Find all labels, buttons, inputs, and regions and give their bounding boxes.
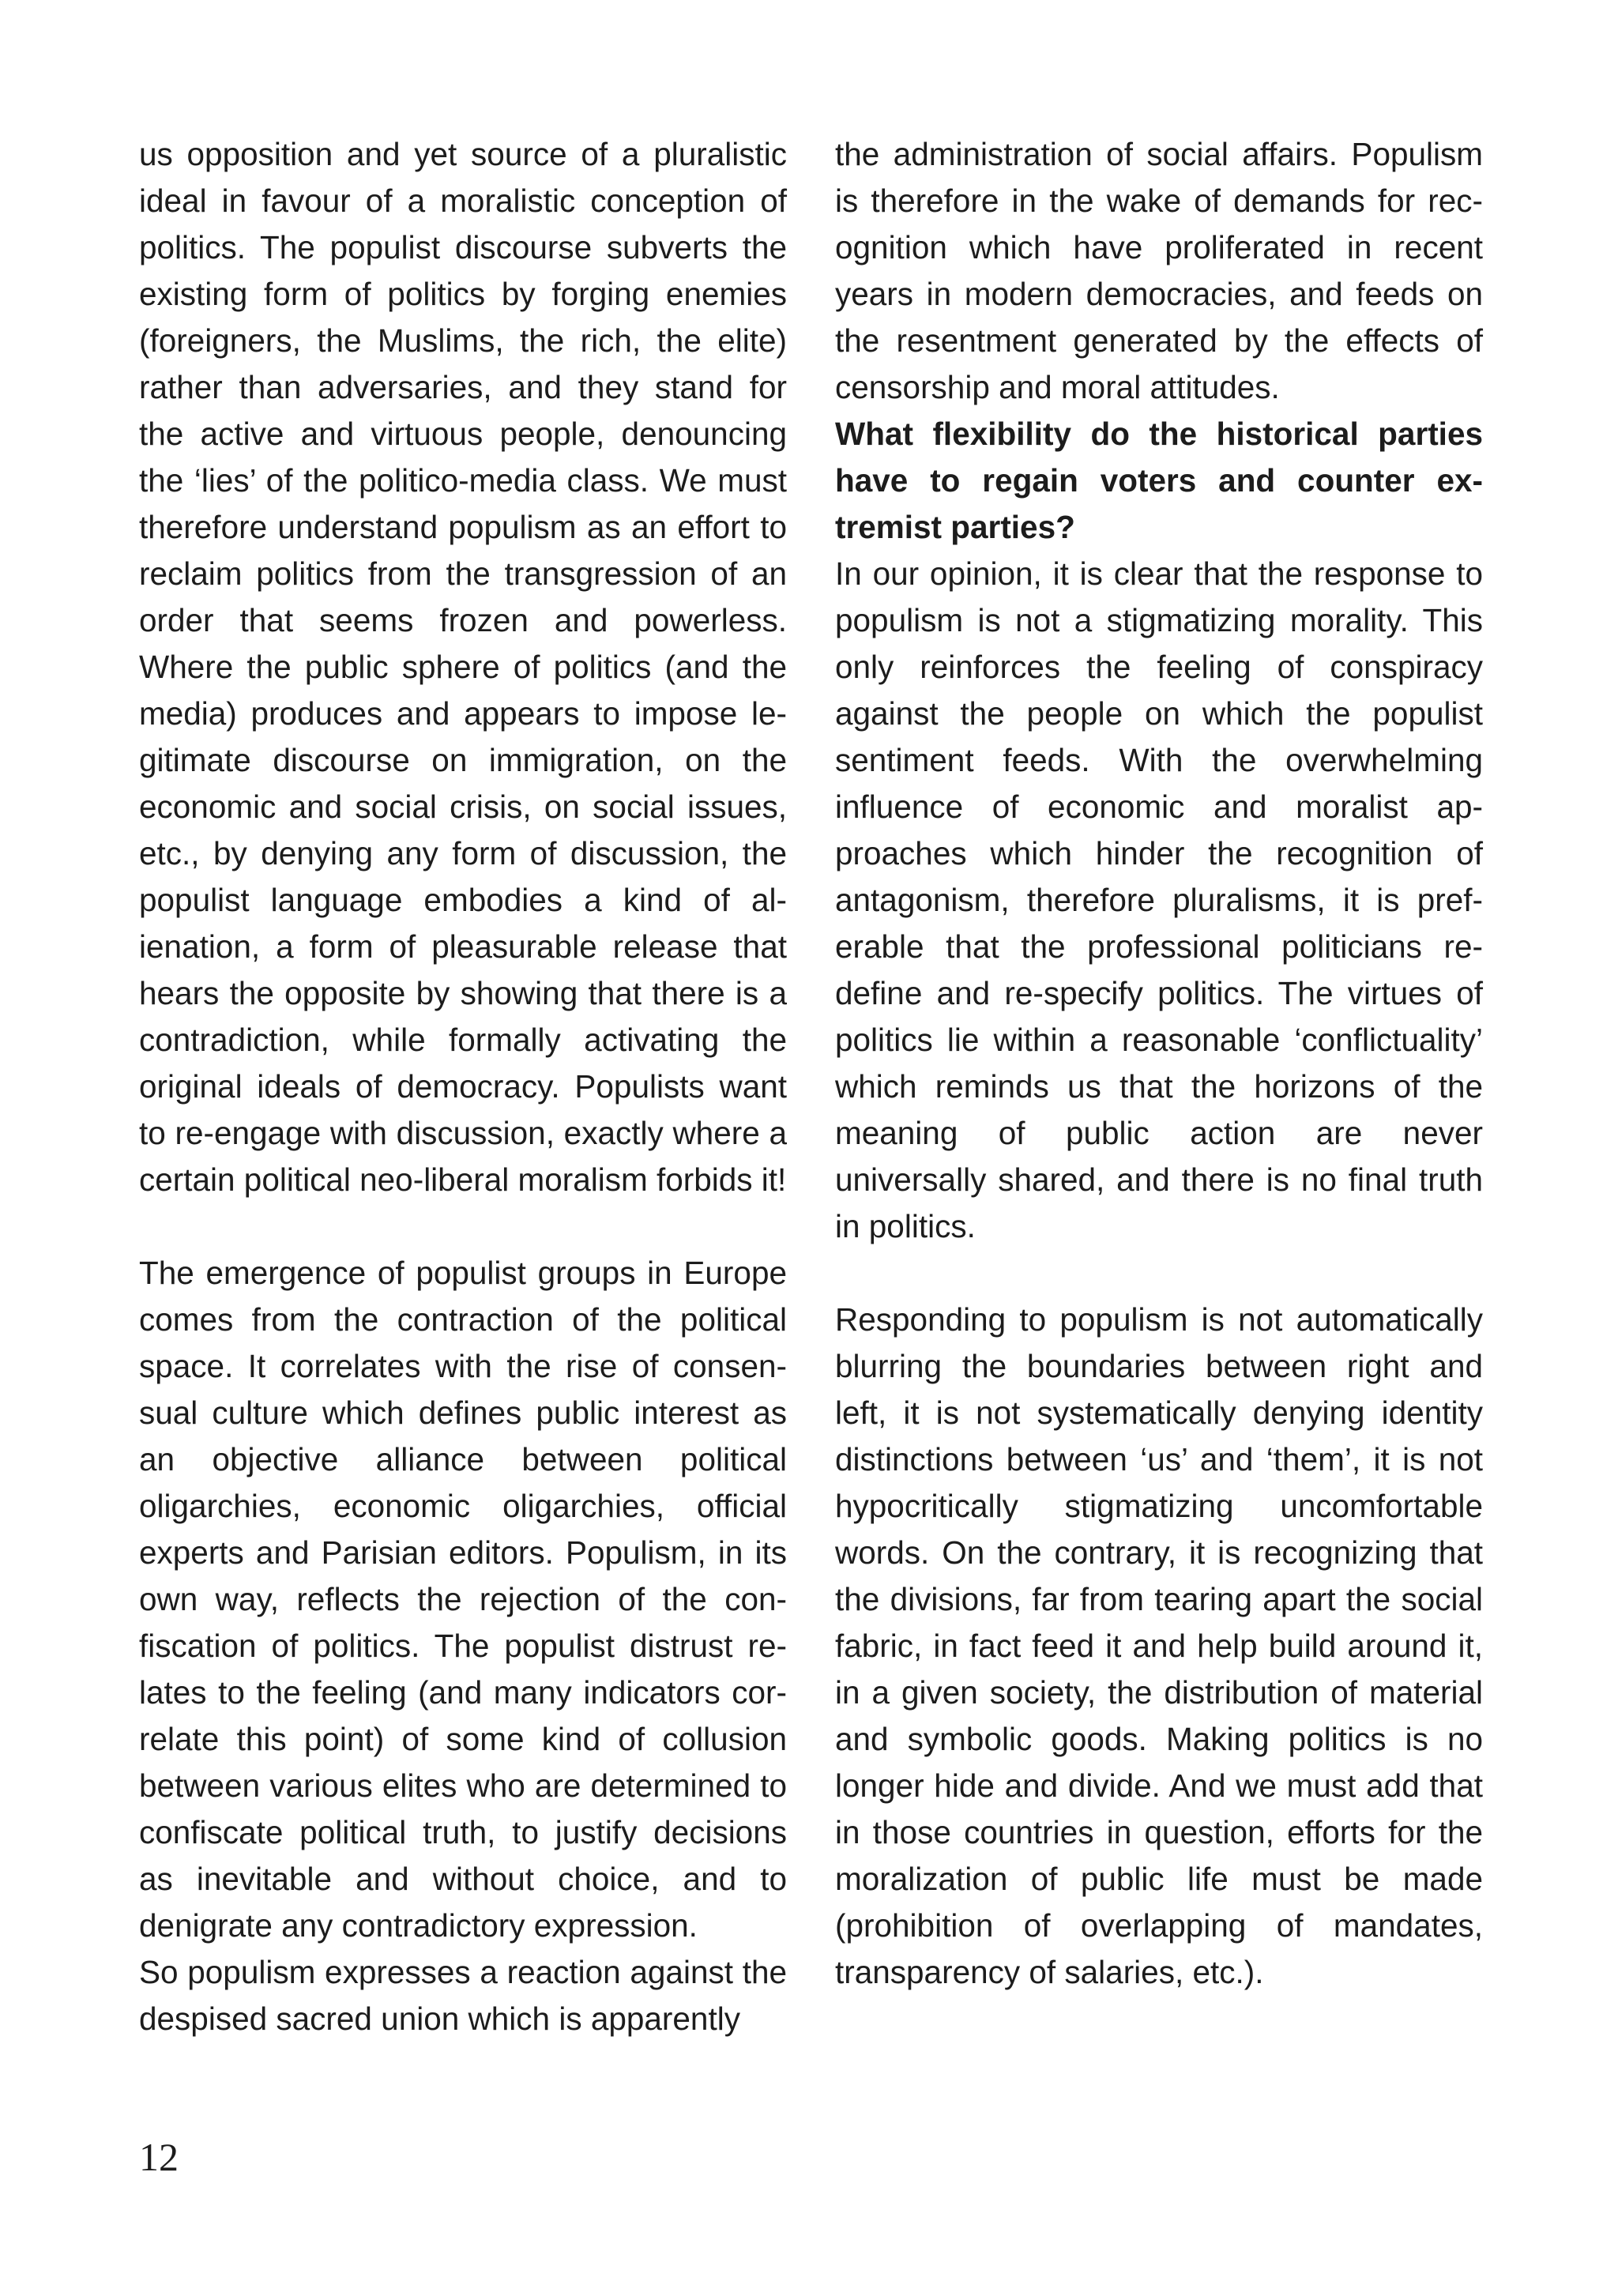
body-paragraph: In our opinion, it is clear that the response to populism is not a stigmatizing morality. This only reinforces the feeling of conspiracy against the people on which the populist sentiment feeds. With the overwhelming influence of economic and moralist approaches which hinder the recognition of antagonism, therefore pluralisms, it is preferable that the professional politicians redefine and re-specify politics. The virtues of politics lie within a reasonable ‘conflictuality’ which reminds us that the horizons of the meaning of public action are never universally shared, and there is no final truth in politics. — [835, 555, 1483, 1244]
body-paragraph: The emergence of populist groups in Europe comes from the contraction of the political space. It correlates with the rise of consensual culture which defines public interest as an objective alliance between political oligarchies, economic oligarchies, official experts and Parisian editors. Populism, in its own way, reflects the rejection of the confiscation of politics. The populist distrust relates to the feeling (and many indicators correlate this point) of some kind of collusion between various elites who are determined to confiscate political truth, to justify decisions as inevitable and without choice, and to denigrate any contradictory expression. — [139, 1255, 787, 1944]
body-paragraph: the administration of social affairs. Populism is therefore in the wake of demands for recognition which have proliferated in recent years in modern democracies, and feeds on the resentment generated by the effects of censorship and moral attitudes. — [835, 136, 1483, 405]
page-number: 12 — [139, 2135, 179, 2179]
right-column — [835, 131, 1483, 1996]
body-paragraph: Responding to populism is not automatically blurring the boundaries between right and left, it is not systematically denying identity distinctions between ‘us’ and ‘them’, it is not hypocritically stigmatizing uncomfortable words. On the contrary, it is recognizing that the divisions, far from tearing apart the social fabric, in fact feed it and help build around it, in a given society, the distribution of material and symbolic goods. Making politics is no longer hide and divide. And we must add that in those countries in question, efforts for the moralization of public life must be made (prohibition of overlapping of mandates, transparency of salaries, etc.). — [835, 1301, 1483, 1990]
left-column — [139, 131, 787, 2042]
body-paragraph: us opposition and yet source of a pluralistic ideal in favour of a moralistic conception of politics. The populist discourse subverts the existing form of politics by forging enemies (foreigners, the Muslims, the rich, the elite) rather than adversaries, and they stand for the active and virtuous people, denouncing the ‘lies’ of the politico-media class. We must therefore understand populism as an effort to reclaim politics from the transgression of an order that seems frozen and powerless. Where the public sphere of politics (and the media) produces and appears to impose legitimate discourse on immigration, on the economic and social crisis, on social issues, etc., by denying any form of discussion, the populist language embodies a kind of alienation, a form of pleasurable release that hears the opposite by showing that there is a contradiction, while formally activating the original ideals of democracy. Populists want to re-engage with discussion, exactly where a certain political neo-liberal moralism forbids it! — [139, 136, 787, 1198]
section-heading: What flexibility do the historical parties have to regain voters and counter extremist parties? — [835, 416, 1483, 545]
body-paragraph: So populism expresses a reaction against the despised sacred union which is apparently — [139, 1954, 787, 2037]
